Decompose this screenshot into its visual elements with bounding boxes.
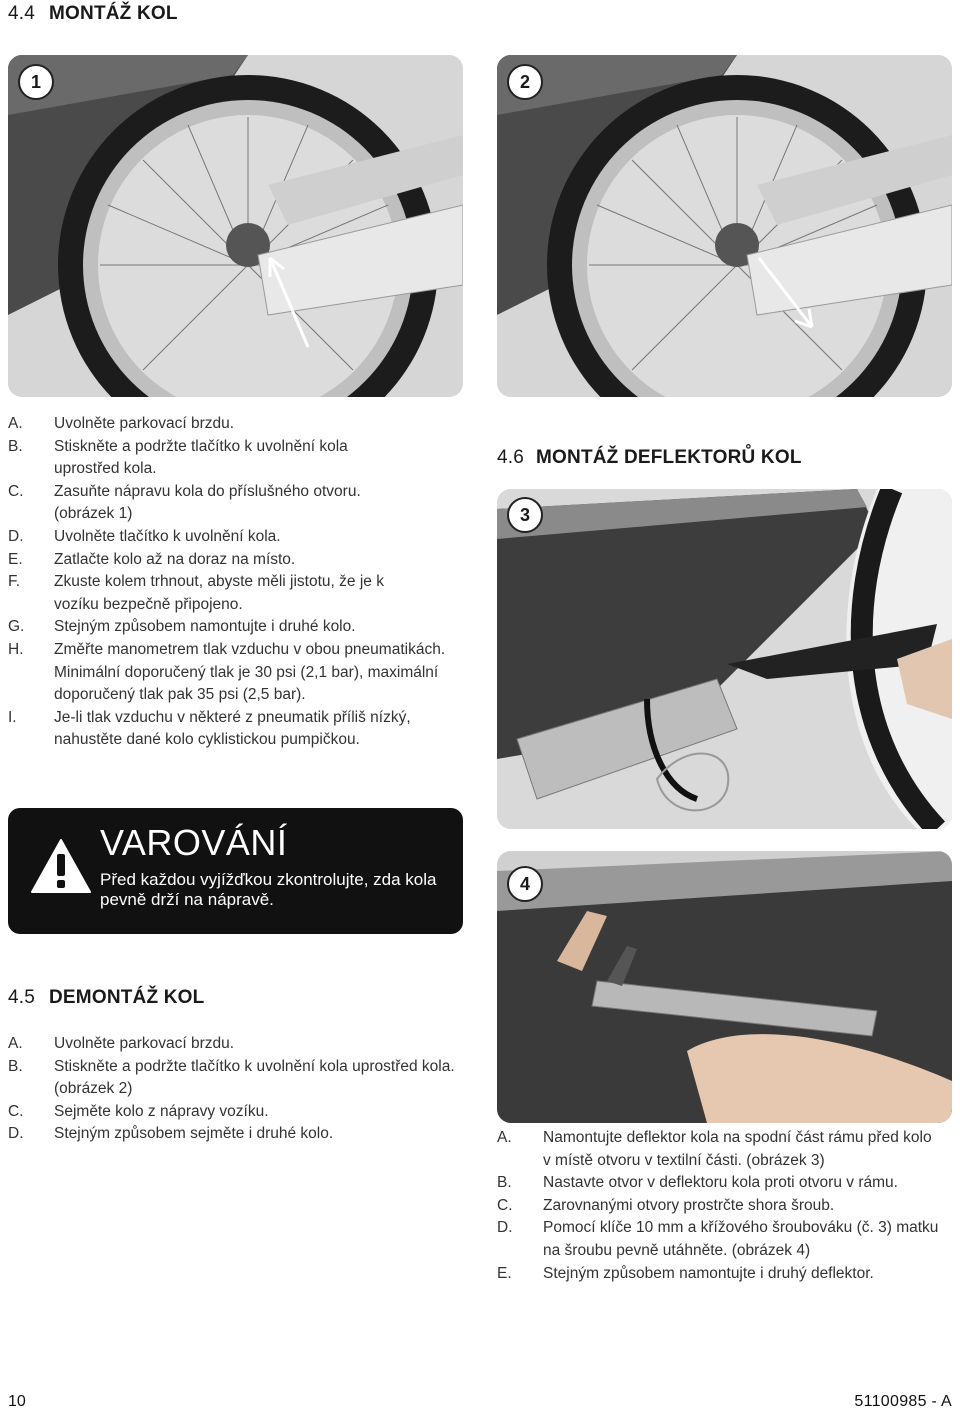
section-heading-4-6 [497,447,802,469]
mounting-steps-list [8,413,463,752]
list-item [8,639,463,707]
figure-4-photo [497,851,952,1123]
deflector-screw-illustration [497,851,952,1123]
wheel-removal-illustration [497,55,952,397]
warning-text: Před každou vyjížďkou zkontrolujte, zda kola pevně drží na nápravě. [100,870,437,909]
figure-badge-1: 1 [18,64,54,100]
step-text: Uvolněte tlačítko k uvolnění kola. [54,527,281,545]
list-item [8,1033,463,1056]
list-item [497,1195,952,1218]
list-item [8,526,463,549]
step-text: Změřte manometrem tlak vzduchu v obou pneumatikách. Minimální doporučený tlak je 30 psi (2,1 bar), maximální doporučený tlak pak 35 psi (2,5 bar). [54,640,446,704]
list-item [497,1263,952,1286]
warning-triangle-icon [30,838,92,894]
section-heading-4-4 [8,3,178,25]
step-letter: D. [8,527,24,545]
step-letter: E. [8,550,23,568]
section-heading-4-5 [8,987,204,1009]
step-text: Uvolněte parkovací brzdu. [54,415,235,432]
section-title: MONTÁŽ KOL [49,3,178,24]
step-text: Uvolněte parkovací brzdu. [54,1035,235,1052]
step-letter: C. [8,1102,24,1120]
warning-title: VAROVÁNÍ [100,822,288,863]
step-text: Zarovnanými otvory prostrčte shora šroub. [543,1196,835,1214]
list-item [8,413,463,436]
figure-badge-3: 3 [507,497,543,533]
step-letter: A. [497,1129,512,1146]
wheel-mounting-illustration [8,55,463,397]
warning-box [8,808,463,934]
step-text: Stejným způsobem namontujte i druhý deflektor. [543,1264,874,1282]
step-letter: C. [8,482,24,500]
step-text: Stiskněte a podržte tlačítko k uvolnění kola uprostřed kola. (obrázek 2) [54,1057,455,1098]
section-number: 4.4 [8,3,36,24]
step-text: Pomocí klíče 10 mm a křížového šroubováku (č. 3) matku na šroubu pevně utáhněte. (obrázek 4) [543,1219,939,1259]
step-text: Je-li tlak vzduchu v některé z pneumatik příliš nízký, nahustěte dané kolo cyklistickou pumpičkou. [54,708,411,749]
list-item [8,1123,463,1146]
step-text: Zkuste kolem trhnout, abyste měli jistotu, že je k vozíku bezpečně připojeno. [54,573,384,613]
step-text: Sejměte kolo z nápravy vozíku. [54,1102,269,1120]
figure-badge-4: 4 [507,866,543,902]
section-number: 4.5 [8,987,36,1008]
figure-badge-2: 2 [507,64,543,100]
step-letter: D. [497,1219,513,1237]
step-text: Namontujte deflektor kola na spodní část rámu před kolo v místě otvoru v textilní části. (obrázek 3) [543,1129,932,1169]
step-letter: I. [8,708,17,726]
step-letter: D. [8,1125,24,1143]
list-item [497,1217,952,1262]
section-number: 4.6 [497,447,525,468]
list-item [8,1056,463,1101]
deflector-mounting-illustration [497,489,952,829]
step-letter: E. [497,1264,512,1282]
figure-3-photo [497,489,952,829]
list-item [8,481,463,526]
document-code: 51100985 - A [854,1393,952,1410]
step-letter: B. [8,1057,23,1075]
step-text: Stiskněte a podržte tlačítko k uvolnění kola uprostřed kola. [54,437,348,478]
list-item [497,1172,952,1195]
list-item [8,707,463,752]
step-letter: B. [8,437,23,455]
list-item [8,549,463,572]
dismounting-steps-list [8,1033,463,1146]
step-text: Stejným způsobem namontujte i druhé kolo. [54,618,356,636]
step-letter: F. [8,573,21,591]
figure-2-photo [497,55,952,397]
step-letter: H. [8,640,24,658]
list-item [497,1127,952,1172]
figure-1-photo [8,55,463,397]
deflector-steps-list [497,1127,952,1285]
list-item [8,436,463,481]
section-title: MONTÁŽ DEFLEKTORŮ KOL [536,447,802,468]
step-letter: C. [497,1196,513,1214]
step-letter: A. [8,415,23,432]
step-letter: A. [8,1035,23,1052]
step-letter: B. [497,1174,512,1192]
page-number: 10 [8,1393,26,1410]
step-letter: G. [8,618,25,636]
list-item [8,616,463,639]
list-item [8,571,463,616]
list-item [8,1101,463,1124]
section-title: DEMONTÁŽ KOL [49,987,205,1008]
step-text: Zatlačte kolo až na doraz na místo. [54,550,296,568]
step-text: Zasuňte nápravu kola do příslušného otvoru. (obrázek 1) [54,482,361,523]
step-text: Stejným způsobem sejměte i druhé kolo. [54,1125,334,1143]
step-text: Nastavte otvor v deflektoru kola proti otvoru v rámu. [543,1174,898,1192]
